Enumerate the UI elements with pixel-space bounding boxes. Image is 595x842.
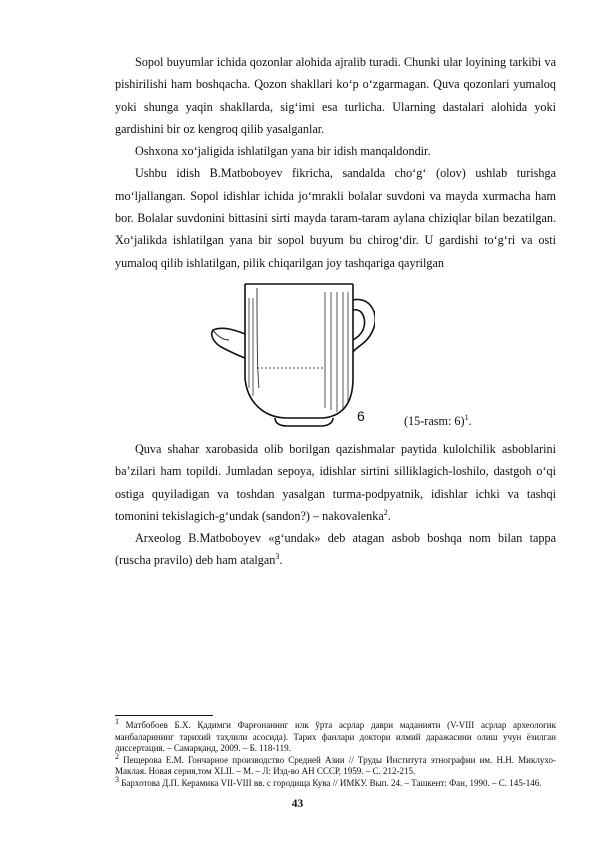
footnote-divider bbox=[115, 715, 213, 716]
footnote-1 bbox=[115, 717, 556, 755]
footnote-number: 2 bbox=[115, 751, 119, 761]
footnote-number: 3 bbox=[115, 774, 119, 784]
paragraph-4 bbox=[115, 438, 556, 527]
paragraph-2: Oshxona xo‘jaligida ishlatilgan yana bir idish manqaldondir. bbox=[135, 144, 431, 159]
figure-block bbox=[115, 278, 556, 438]
caption-footnote-ref[interactable]: 1 bbox=[464, 412, 469, 422]
paragraph-3: Ushbu idish B.Matboboyev fikricha, sandalda cho‘g‘ (olov) ushlab turishga mo‘ljallangan. Sopol idishlar ichida jo‘mrakli bolalar suvdoni va mayda xurmacha ham bor. Bolalar suvdonini bittasini sirti mayda taram-taram aylana chiziqlar bilan bezatilgan. Xo‘jalikda ishlatilgan yana bir sopol buyum bu chirog‘dir. U gardishi to‘g‘ri va osti yumaloq qilib ishlatilgan, pilik chiqarilgan joy tashqariga qayrilgan bbox=[115, 166, 556, 270]
figure-number: 6 bbox=[357, 407, 365, 424]
footnotes bbox=[115, 717, 556, 790]
footnote-text: Бархотова Д.П. Керамика VII-VIII вв. с городища Кува // ИМКУ. Вып. 24. – Ташкент: Фан, 1990. – С. 145-146. bbox=[119, 777, 542, 788]
figure-caption bbox=[404, 414, 472, 429]
footnote-ref-3[interactable]: 3 bbox=[275, 552, 280, 562]
caption-text: (15-rasm: 6) bbox=[404, 413, 465, 428]
page-body bbox=[115, 51, 556, 572]
paragraph-4-end: . bbox=[387, 508, 391, 523]
paragraph-5-end: . bbox=[279, 553, 283, 568]
page-number: 43 bbox=[291, 798, 304, 810]
paragraph-5-text: Arxeolog B.Matboboyev «g‘undak» deb atagan asbob boshqa nom bilan tappa (ruscha pravilo) deb ham atalgan bbox=[115, 531, 556, 568]
footnote-3 bbox=[115, 774, 556, 790]
footnote-text: Пещерова Е.М. Гончарное производство Средней Азии // Труды Института этнографии им. Н.Н. Миклухо-Маклая. Новая серия,том XLII. – М. – Л: Изд-во АН СССР, 1959. – С. 212-215. bbox=[115, 754, 556, 777]
vessel-drawing bbox=[205, 278, 375, 428]
paragraph-4-text: Quva shahar xarobasida olib borilgan qazishmalar paytida kulolchilik asboblarini ba’zilari ham topildi. Jumladan sepoya, idishlar sirtini silliklagich-loshilo, dastgoh o‘qi ostiga quyiladigan va toshdan yasalgan turma-podpyatnik, idishlar ichki va tashqi tomonini tekislagich-g‘undak (sandon?) – nakovalenka bbox=[115, 441, 556, 523]
footnote-number: 1 bbox=[115, 717, 119, 726]
footnote-ref-2[interactable]: 2 bbox=[383, 507, 388, 517]
paragraph-1: Sopol buyumlar ichida qozonlar alohida ajralib turadi. Chunki ular loyining tarkibi va pishirilishi ham boshqacha. Qozon shakllari ko‘p o‘zgarmagan. Quva qozonlari yumaloq yoki shunga yaqin shakllarda, sig‘imi esa turlicha. Ularning dastalari alohida yoki gardishini bir oz kengroq qilib yasalganlar. bbox=[115, 55, 556, 136]
caption-end: . bbox=[468, 413, 472, 428]
paragraph-5 bbox=[115, 527, 556, 572]
footnote-2 bbox=[115, 751, 556, 778]
footnote-text: Матбобоев Б.Х. Қадимги Фарғонанинг илк ўрта асрлар даври маданияти (V-VIII асрлар археологик манбаларининг тарихий таҳлили асосида). Тарих фанлари доктори илмий даражасини олиш учун ёзилган диссертация. – Самарқанд, 2009. – Б. 118-119. bbox=[115, 720, 556, 754]
